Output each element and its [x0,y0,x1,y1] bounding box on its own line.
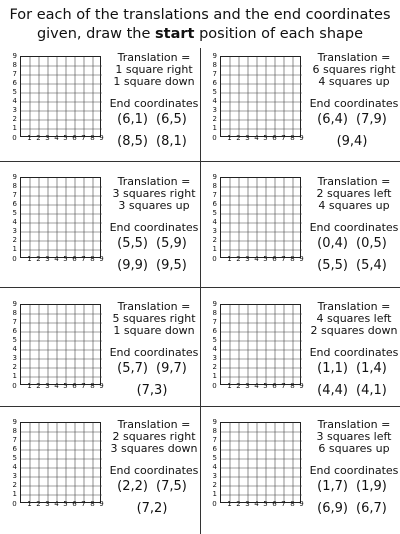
x-axis-label: 0 [12,382,17,390]
x-axis-label: 6 [72,134,77,142]
translation-info [108,301,200,359]
question-7 [0,407,200,527]
x-axis-label: 9 [99,500,104,508]
x-axis-label: 8 [290,255,295,263]
y-axis-label: 5 [212,88,217,96]
y-axis-label: 1 [12,372,17,380]
y-axis-label: 4 [212,463,217,471]
end-coordinate: (6,4) [317,112,348,127]
y-axis-label: 5 [212,454,217,462]
end-coordinates-row [104,383,200,398]
y-axis-label: 7 [212,70,217,78]
x-axis-label: 8 [290,382,295,390]
y-axis-label: 4 [12,218,17,226]
end-coordinate: (6,9) [317,501,348,516]
title-bold-word: start [155,26,195,42]
y-axis-label: 6 [212,79,217,87]
x-axis-label: 6 [272,134,277,142]
x-axis-label: 1 [27,382,32,390]
x-axis-label: 5 [263,255,268,263]
y-axis-label: 5 [12,88,17,96]
y-axis-label: 9 [12,418,17,426]
translation-line-2: 4 squares up [318,75,390,88]
translation-label: Translation = [117,300,191,313]
grid-lines [21,305,102,386]
end-coordinate: (8,5) [117,134,148,149]
translation-line-2: 4 squares up [318,199,390,212]
x-axis-label: 3 [45,382,50,390]
x-axis-label: 9 [299,255,304,263]
coordinate-grid[interactable] [20,304,101,385]
x-axis-label: 4 [254,255,259,263]
translation-line-1: 1 square right [115,63,193,76]
x-axis-label: 2 [236,134,241,142]
x-axis-label: 9 [299,382,304,390]
y-axis-label: 4 [212,97,217,105]
translation-info [108,52,200,110]
translation-line-1: 2 squares left [316,187,392,200]
x-axis-label: 9 [299,134,304,142]
end-coordinate: (8,1) [156,134,187,149]
y-axis-label: 5 [12,209,17,217]
translation-line-1: 4 squares left [316,312,392,325]
coordinate-grid[interactable] [220,422,301,503]
y-axis-label: 8 [12,182,17,190]
y-axis-label: 3 [212,227,217,235]
end-coordinate: (6,7) [356,501,387,516]
x-axis-label: 3 [45,255,50,263]
end-coordinate: (0,5) [356,236,387,251]
end-coordinates-label: End coordinates [309,464,399,477]
end-coordinate: (9,4) [336,134,368,149]
y-axis-label: 8 [212,61,217,69]
y-axis-label: 3 [212,354,217,362]
y-axis-label: 6 [12,79,17,87]
x-axis-label: 6 [72,382,77,390]
y-axis-label: 1 [12,124,17,132]
y-axis-label: 6 [212,327,217,335]
question-1 [0,48,200,168]
end-coordinates-row [304,112,400,127]
end-coordinate: (5,9) [156,236,187,251]
x-axis-label: 1 [27,255,32,263]
end-coordinates-row [304,258,400,273]
question-2 [200,48,400,168]
y-axis-label: 6 [212,445,217,453]
translation-label: Translation = [117,51,191,64]
y-axis-label: 3 [212,106,217,114]
y-axis-label: 4 [12,345,17,353]
title-line-2-post: position of each shape [194,26,364,42]
end-coordinate: (2,2) [117,479,148,494]
translation-label: Translation = [317,418,391,431]
x-axis-label: 2 [236,255,241,263]
x-axis-label: 9 [99,382,104,390]
y-axis-label: 3 [12,354,17,362]
translation-line-2: 3 squares down [110,442,198,455]
x-axis-label: 1 [227,134,232,142]
end-coordinate: (5,7) [117,361,148,376]
end-coordinate: (7,5) [156,479,187,494]
x-axis-label: 1 [27,134,32,142]
y-axis-label: 2 [212,115,217,123]
translation-label: Translation = [117,418,191,431]
y-axis-label: 9 [212,418,217,426]
translation-line-2: 1 square down [113,75,195,88]
title-line-2-pre: given, draw the [36,26,156,42]
end-coordinate: (9,7) [156,361,187,376]
x-axis-label: 6 [72,255,77,263]
y-axis-label: 7 [12,436,17,444]
translation-info [108,176,200,234]
end-coordinate: (9,5) [156,258,187,273]
x-axis-label: 1 [227,500,232,508]
y-axis-label: 4 [212,218,217,226]
y-axis-label: 9 [212,52,217,60]
y-axis-label: 7 [212,436,217,444]
x-axis-label: 1 [227,255,232,263]
x-axis-label: 5 [63,134,68,142]
x-axis-label: 6 [272,382,277,390]
y-axis-label: 8 [212,182,217,190]
y-axis-label: 7 [212,191,217,199]
x-axis-label: 3 [245,134,250,142]
end-coordinates-row [304,479,400,494]
worksheet-title [0,6,400,44]
grid-lines [21,57,102,138]
x-axis-label: 4 [254,382,259,390]
translation-line-1: 6 squares right [312,63,396,76]
x-axis-label: 1 [227,382,232,390]
y-axis-label: 1 [212,372,217,380]
end-coordinates-label: End coordinates [309,221,399,234]
x-axis-label: 0 [212,500,217,508]
end-coordinates-row [304,501,400,516]
y-axis-label: 8 [212,427,217,435]
y-axis-label: 6 [12,445,17,453]
x-axis-label: 7 [81,134,86,142]
y-axis-label: 6 [12,200,17,208]
x-axis-label: 8 [90,500,95,508]
end-coordinates-row [104,501,200,516]
y-axis-label: 7 [12,70,17,78]
end-coordinates-row [104,479,200,494]
question-4 [200,162,400,282]
end-coordinates-row [304,134,400,149]
y-axis-label: 7 [12,191,17,199]
translation-label: Translation = [317,51,391,64]
end-coordinate: (7,9) [356,112,387,127]
coordinate-grid[interactable] [20,422,101,503]
x-axis-label: 0 [212,134,217,142]
x-axis-label: 9 [299,500,304,508]
x-axis-label: 2 [36,382,41,390]
y-axis-label: 9 [12,173,17,181]
x-axis-label: 8 [90,255,95,263]
coordinate-grid[interactable] [220,56,301,137]
y-axis-label: 4 [12,463,17,471]
translation-line-2: 6 squares up [318,442,390,455]
x-axis-label: 7 [81,382,86,390]
y-axis-label: 2 [212,236,217,244]
grid-lines [221,178,302,259]
end-coordinate: (0,4) [317,236,348,251]
x-axis-label: 4 [54,382,59,390]
y-axis-label: 6 [12,327,17,335]
translation-line-1: 3 squares right [112,187,196,200]
y-axis-label: 1 [212,245,217,253]
y-axis-label: 2 [12,115,17,123]
end-coordinates-label: End coordinates [109,221,199,234]
x-axis-label: 3 [245,382,250,390]
x-axis-label: 4 [54,255,59,263]
question-8 [200,407,400,527]
y-axis-label: 3 [12,472,17,480]
end-coordinate: (6,5) [156,112,187,127]
y-axis-label: 3 [12,106,17,114]
x-axis-label: 0 [212,255,217,263]
question-6 [200,288,400,408]
x-axis-label: 2 [36,255,41,263]
x-axis-label: 8 [290,500,295,508]
grid-lines [221,305,302,386]
y-axis-label: 1 [212,490,217,498]
y-axis-label: 4 [12,97,17,105]
x-axis-label: 7 [281,382,286,390]
end-coordinate: (4,4) [317,383,348,398]
x-axis-label: 8 [90,382,95,390]
translation-line-1: 3 squares left [316,430,392,443]
x-axis-label: 7 [81,500,86,508]
y-axis-label: 5 [12,454,17,462]
end-coordinate: (1,4) [356,361,387,376]
y-axis-label: 5 [12,336,17,344]
x-axis-label: 6 [72,500,77,508]
x-axis-label: 3 [45,134,50,142]
translation-info [308,176,400,234]
x-axis-label: 2 [36,500,41,508]
end-coordinates-row [104,258,200,273]
y-axis-label: 5 [212,336,217,344]
translation-line-2: 2 squares down [310,324,398,337]
end-coordinates-label: End coordinates [109,464,199,477]
y-axis-label: 2 [12,363,17,371]
x-axis-label: 5 [63,255,68,263]
end-coordinates-label: End coordinates [309,346,399,359]
translation-label: Translation = [317,300,391,313]
y-axis-label: 6 [212,200,217,208]
title-line-1: For each of the translations and the end coordinates [9,7,391,23]
translation-info [308,419,400,477]
y-axis-label: 2 [212,363,217,371]
translation-line-1: 5 squares right [112,312,196,325]
translation-line-2: 3 squares up [118,199,190,212]
x-axis-label: 2 [36,134,41,142]
end-coordinate: (1,9) [356,479,387,494]
grid-lines [221,57,302,138]
translation-info [308,301,400,359]
x-axis-label: 0 [212,382,217,390]
y-axis-label: 4 [212,345,217,353]
translation-label: Translation = [317,175,391,188]
grid-lines [221,423,302,504]
x-axis-label: 4 [254,134,259,142]
grid-lines [21,178,102,259]
x-axis-label: 5 [263,134,268,142]
x-axis-label: 8 [90,134,95,142]
y-axis-label: 9 [212,173,217,181]
x-axis-label: 5 [63,382,68,390]
coordinate-grid[interactable] [220,304,301,385]
y-axis-label: 7 [212,318,217,326]
x-axis-label: 7 [281,134,286,142]
end-coordinates-row [104,361,200,376]
y-axis-label: 2 [212,481,217,489]
y-axis-label: 3 [12,227,17,235]
x-axis-label: 3 [245,500,250,508]
x-axis-label: 3 [245,255,250,263]
y-axis-label: 3 [212,472,217,480]
x-axis-label: 0 [12,255,17,263]
end-coordinates-row [104,112,200,127]
coordinate-grid[interactable] [20,177,101,258]
x-axis-label: 3 [45,500,50,508]
end-coordinate: (5,5) [317,258,348,273]
translation-line-2: 1 square down [113,324,195,337]
x-axis-label: 6 [272,500,277,508]
title-line-2 [0,25,400,44]
x-axis-label: 7 [81,255,86,263]
end-coordinates-row [304,236,400,251]
x-axis-label: 1 [27,500,32,508]
question-5 [0,288,200,408]
coordinate-grid[interactable] [20,56,101,137]
x-axis-label: 5 [263,382,268,390]
end-coordinates-row [104,236,200,251]
x-axis-label: 4 [254,500,259,508]
y-axis-label: 1 [212,124,217,132]
end-coordinate: (9,9) [117,258,148,273]
y-axis-label: 2 [12,236,17,244]
x-axis-label: 5 [263,500,268,508]
y-axis-label: 8 [12,427,17,435]
x-axis-label: 0 [12,500,17,508]
grid-lines [21,423,102,504]
question-3 [0,162,200,282]
x-axis-label: 4 [54,134,59,142]
y-axis-label: 2 [12,481,17,489]
x-axis-label: 9 [99,255,104,263]
end-coordinate: (5,4) [356,258,387,273]
translation-info [308,52,400,110]
x-axis-label: 7 [281,500,286,508]
end-coordinate: (6,1) [117,112,148,127]
y-axis-label: 8 [212,309,217,317]
end-coordinates-row [104,134,200,149]
x-axis-label: 7 [281,255,286,263]
end-coordinates-row [304,383,400,398]
translation-info [108,419,200,477]
y-axis-label: 9 [12,300,17,308]
x-axis-label: 4 [54,500,59,508]
end-coordinates-row [304,361,400,376]
y-axis-label: 8 [12,61,17,69]
end-coordinate: (1,1) [317,361,348,376]
end-coordinate: (7,3) [136,383,168,398]
y-axis-label: 8 [12,309,17,317]
end-coordinate: (4,1) [356,383,387,398]
end-coordinate: (1,7) [317,479,348,494]
translation-line-1: 2 squares right [112,430,196,443]
y-axis-label: 7 [12,318,17,326]
x-axis-label: 8 [290,134,295,142]
end-coordinates-label: End coordinates [109,346,199,359]
end-coordinates-label: End coordinates [309,97,399,110]
y-axis-label: 5 [212,209,217,217]
x-axis-label: 5 [63,500,68,508]
x-axis-label: 2 [236,500,241,508]
end-coordinates-label: End coordinates [109,97,199,110]
end-coordinate: (7,2) [136,501,168,516]
y-axis-label: 1 [12,245,17,253]
x-axis-label: 2 [236,382,241,390]
y-axis-label: 9 [212,300,217,308]
x-axis-label: 6 [272,255,277,263]
x-axis-label: 9 [99,134,104,142]
translation-label: Translation = [117,175,191,188]
y-axis-label: 1 [12,490,17,498]
end-coordinate: (5,5) [117,236,148,251]
x-axis-label: 0 [12,134,17,142]
coordinate-grid[interactable] [220,177,301,258]
y-axis-label: 9 [12,52,17,60]
